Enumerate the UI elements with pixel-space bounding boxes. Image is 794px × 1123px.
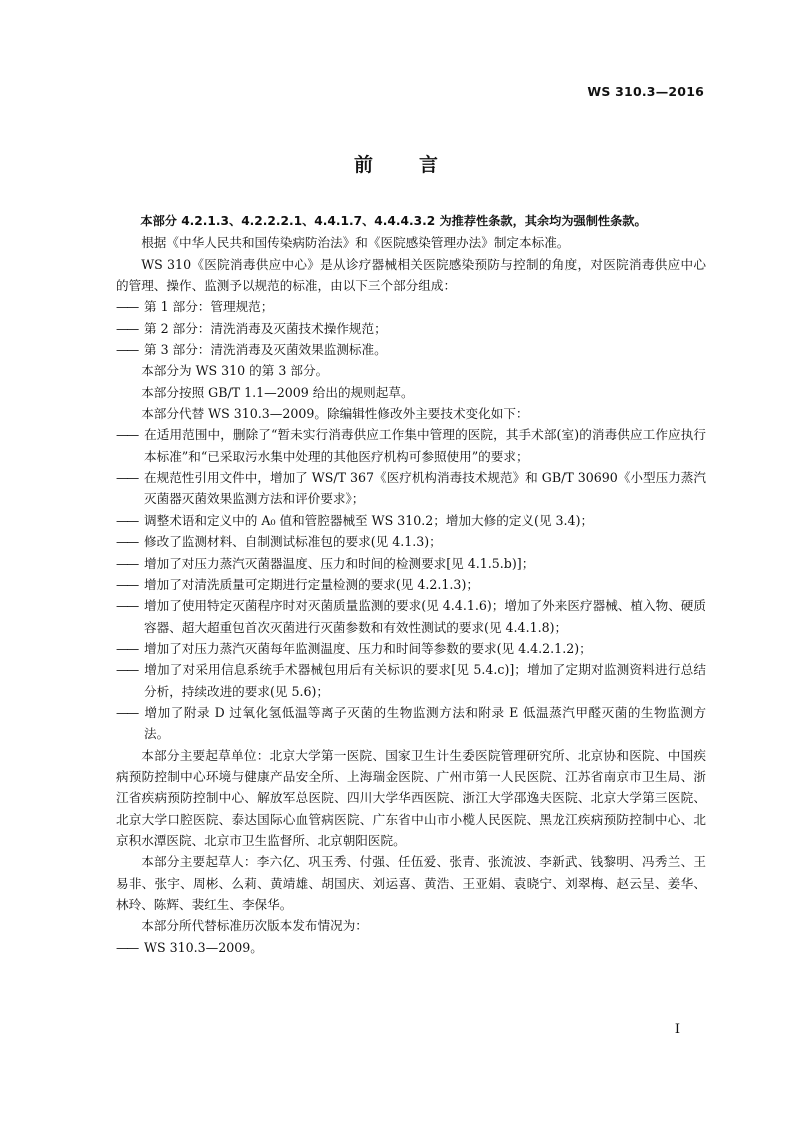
list-item: —— 增加了使用特定灭菌程序时对灭菌质量监测的要求(见 4.4.1.6)；增加了外来医疗器械、植入物、硬质容器、超大超重包首次灭菌进行灭菌参数和有效性测试的要求(见 4.4.1.8)；	[116, 598, 706, 635]
page-number: I	[674, 1022, 680, 1037]
changes-list	[116, 424, 706, 744]
history-list	[116, 937, 706, 958]
foreword-body	[116, 211, 706, 958]
list-item: —— 增加了对压力蒸汽灭菌器温度、压力和时间的检测要求[见 4.1.5.b)]；	[116, 555, 535, 571]
list-item: —— 第 1 部分：管理规范；	[116, 299, 274, 315]
replacement-statement: 本部分代替 WS 310.3—2009。除编辑性修改外主要技术变化如下：	[141, 406, 529, 422]
list-item: —— 调整术语和定义中的 A₀ 值和管腔器械至 WS 310.2；增加大修的定义(见 3.4)；	[116, 512, 594, 528]
title-char-1: 前	[353, 154, 375, 176]
basis-paragraph: 根据《中华人民共和国传染病防治法》和《医院感染管理办法》制定本标准。	[141, 235, 570, 251]
list-item: —— 在适用范围中，删除了“暂未实行消毒供应工作集中管理的医院，其手术部(室)的消毒供应工作应执行本标准”和“已采取污水集中处理的其他医疗机构可参照使用”的要求；	[116, 427, 706, 464]
structure-paragraph: WS 310《医院消毒供应中心》是从诊疗器械相关医院感染预防与控制的角度，对医院消毒供应中心的管理、操作、监测予以规范的标准，由以下三个部分组成：	[116, 256, 706, 294]
parts-list	[116, 296, 706, 360]
list-item: —— 增加了附录 D 过氧化氢低温等离子灭菌的生物监测方法和附录 E 低温蒸汽甲醛灭菌的生物监测方法。	[116, 704, 706, 742]
drafters: 本部分主要起草人：李六亿、巩玉秀、付强、任伍爱、张青、张流波、李新武、钱黎明、冯秀兰、王易非、张宇、周彬、么莉、黄靖雄、胡国庆、刘运喜、黄浩、王亚娟、袁晓宁、刘翠梅、赵云呈、姜华、林玲、陈辉、裴红生、李保华。	[116, 854, 706, 912]
page-title	[0, 150, 794, 177]
title-char-2: 言	[419, 154, 441, 176]
list-item: —— WS 310.3—2009。	[116, 939, 263, 955]
list-item: —— 增加了对采用信息系统手术器械包用后有关标识的要求[见 5.4.c)]；增加了定期对监测资料进行总结分析，持续改进的要求(见 5.6)；	[116, 662, 706, 699]
history-heading: 本部分所代替标准历次版本发布情况为：	[141, 918, 368, 934]
list-item: —— 增加了对压力蒸汽灭菌每年监测温度、压力和时间等参数的要求(见 4.4.2.1.2)；	[116, 640, 592, 656]
list-item: —— 在规范性引用文件中，增加了 WS/T 367《医疗机构消毒技术规范》和 GB/T 30690《小型压力蒸汽灭菌器灭菌效果监测方法和评价要求》；	[116, 470, 706, 507]
list-item: —— 第 2 部分：清洗消毒及灭菌技术操作规范；	[116, 320, 387, 336]
drafting-units: 本部分主要起草单位：北京大学第一医院、国家卫生计生委医院管理研究所、北京协和医院、中国疾病预防控制中心环境与健康产品安全所、上海瑞金医院、广州市第一人民医院、江苏省南京市卫生局、浙江省疾病预防控制中心、解放军总医院、四川大学华西医院、浙江大学邵逸夫医院、北京大学第三医院、北京大学口腔医院、泰达国际心血管病医院、广东省中山市小榄人民医院、黑龙江疾病预防控制中心、北京积水潭医院、北京市卫生监督所、北京朝阳医院。	[116, 747, 706, 848]
list-item: —— 修改了监测材料、自制测试标准包的要求(见 4.1.3)；	[116, 534, 442, 550]
clause-note: 本部分 4.2.1.3、4.2.2.2.1、4.4.1.7、4.4.4.3.2 为推荐性条款，其余均为强制性条款。	[140, 214, 647, 228]
drafting-rule: 本部分按照 GB/T 1.1—2009 给出的规则起草。	[141, 384, 414, 400]
list-item: —— 第 3 部分：清洗消毒及灭菌效果监测标准。	[116, 342, 387, 358]
part-statement: 本部分为 WS 310 的第 3 部分。	[141, 363, 329, 379]
list-item: —— 增加了对清洗质量可定期进行定量检测的要求(见 4.2.1.3)；	[116, 576, 479, 592]
doc-code: WS 310.3—2016	[587, 84, 704, 99]
